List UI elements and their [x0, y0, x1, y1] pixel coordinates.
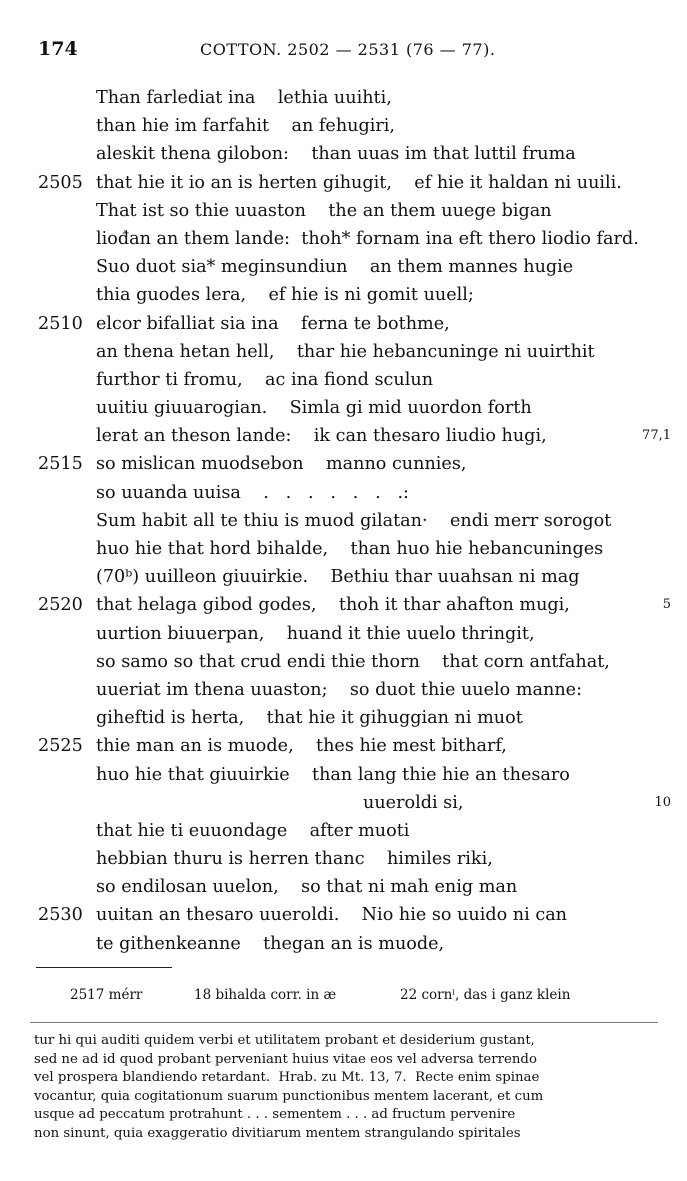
- verse-text-line: furthor ti fromu, ac ina fiond sculun: [96, 369, 434, 390]
- verse-line: [0, 901, 687, 929]
- verse-line: [0, 845, 687, 873]
- verse-line: [0, 422, 687, 450]
- verse-text-line: so mislican muodsebon manno cunnies,: [96, 454, 467, 475]
- verse-text-line: uueroldi si,: [363, 792, 464, 813]
- verse-text-line: that helaga gibod godes, thoh it thar ahafton mugi,: [96, 595, 570, 616]
- verse-text-line: than hie im farfahit an fehugiri,: [96, 116, 396, 137]
- verse-text-line: aleskit thena gilobon: than uuas im that luttil fruma: [96, 144, 576, 165]
- verse-line: [0, 197, 687, 225]
- latin-commentary: [34, 1032, 634, 1144]
- commentary-separator: [30, 1022, 658, 1023]
- verse-text-line: so samo so that crud endi thie thorn that corn antfahat,: [96, 651, 610, 672]
- verse-line: [0, 704, 687, 732]
- margin-reference: 10: [654, 794, 671, 810]
- verse-line: [0, 84, 687, 112]
- verse-line: [0, 338, 687, 366]
- commentary-line: vel prospera blandiendo retardant. Hrab. zu Mt. 13, 7. Recte enim spinae: [34, 1070, 540, 1086]
- verse-line: [0, 507, 687, 535]
- line-number: 2525: [38, 736, 83, 757]
- verse-text: [0, 84, 687, 958]
- verse-text-line: te githenkeanne thegan an is muode,: [96, 933, 445, 954]
- line-number: 2530: [38, 905, 83, 926]
- page-number: 174: [38, 38, 78, 60]
- verse-text-line: uueriat im thena uuaston; so duot thie uuelo manne:: [96, 679, 583, 700]
- verse-text-line: huo hie that hord bihalde, than huo hie hebancuninges: [96, 539, 604, 559]
- line-number: 2520: [38, 595, 83, 616]
- verse-line: [0, 169, 687, 197]
- verse-line: [0, 310, 687, 338]
- verse-line: [0, 817, 687, 845]
- footnote-rule: [36, 967, 172, 968]
- verse-text-line: hebbian thuru is herren thanc himiles riki,: [96, 849, 493, 870]
- verse-line: [0, 281, 687, 309]
- verse-line: [0, 873, 687, 901]
- verse-line: [0, 394, 687, 422]
- commentary-line: non sinunt, quia exaggeratio divitiarum mentem strangulando spiritales: [34, 1125, 521, 1141]
- verse-line: [0, 732, 687, 760]
- verse-text-line: so endilosan uuelon, so that ni mah enig man: [96, 877, 518, 898]
- verse-text-line: so uuanda uuisa . . . . . . .:: [96, 482, 409, 503]
- verse-text-line: That ist so thie uuaston the an them uuege bigan: [96, 200, 552, 221]
- verse-text-line: thie man an is muode, thes hie mest bitharf,: [96, 736, 507, 757]
- commentary-line: usque ad peccatum protrahunt . . . sementem . . . ad fructum pervenire: [34, 1107, 516, 1123]
- line-number: 2515: [38, 454, 83, 475]
- verse-text-line: Sum habit all te thiu is muod gilatan· endi merr sorogot: [96, 510, 612, 531]
- verse-line: [0, 789, 687, 817]
- verse-line: [0, 112, 687, 140]
- verse-text-line: uuitan an thesaro uueroldi. Nio hie so uuido ni can: [96, 905, 568, 926]
- verse-line: [0, 225, 687, 253]
- verse-line: [0, 648, 687, 676]
- verse-line: [0, 366, 687, 394]
- verse-line: [0, 761, 687, 789]
- verse-text-line: Than farlediat ina lethia uuihti,: [96, 88, 392, 108]
- verse-line: [0, 591, 687, 619]
- verse-text-line: uuitiu giuuarogian. Simla gi mid uuordon forth: [96, 398, 532, 419]
- verse-text-line: huo hie that giuuirkie than lang thie hie an thesaro: [96, 764, 570, 785]
- verse-text-line: an thena hetan hell, thar hie hebancuninge ni uuirthit: [96, 341, 595, 362]
- verse-text-line: (70ᵇ) uuilleon giuuirkie. Bethiu thar uuahsan ni mag: [96, 567, 580, 588]
- line-number: 2505: [38, 172, 83, 193]
- verse-text-line: Suo duot sia* meginsundiun an them mannes hugie: [96, 257, 574, 278]
- apparatus-note: 2517 mérr: [70, 987, 143, 1003]
- commentary-line: sed ne ad id quod probant perveniant huius vitae eos vel adversa terrendo: [34, 1051, 537, 1067]
- verse-text-line: uurtion biuuerpan, huand it thie uuelo thringit,: [96, 623, 535, 644]
- margin-reference: 77,1: [642, 428, 671, 444]
- verse-line: [0, 140, 687, 168]
- critical-apparatus: [70, 984, 687, 1006]
- commentary-line: tur hi qui auditi quidem verbi et utilitatem probant et desiderium gustant,: [34, 1033, 535, 1048]
- verse-text-line: that hie it io an is herten gihugit, ef hie it haldan ni uuili.: [96, 172, 622, 193]
- verse-line: [0, 253, 687, 281]
- verse-text-line: lerat an theson lande: ik can thesaro liudio hugi,: [96, 426, 547, 447]
- apparatus-note: 18 bihalda corr. in æ: [194, 987, 337, 1003]
- verse-line: [0, 563, 687, 591]
- verse-line: [0, 930, 687, 958]
- verse-line: [0, 479, 687, 507]
- margin-reference: 5: [662, 597, 671, 613]
- verse-line: [0, 676, 687, 704]
- running-head: COTTON. 2502 — 2531 (76 — 77).: [200, 40, 496, 59]
- commentary-line: vocantur, quia cogitationum suarum punctionibus mentem lacerant, et cum: [34, 1088, 544, 1104]
- verse-line: [0, 620, 687, 648]
- verse-text-line: liođan an them lande: thoh* fornam ina eft thero liodio fard.: [96, 228, 639, 249]
- verse-line: [0, 450, 687, 478]
- verse-text-line: thia guodes lera, ef hie is ni gomit uuell;: [96, 285, 474, 306]
- verse-text-line: elcor bifalliat sia ina ferna te bothme,: [96, 313, 450, 334]
- line-number: 2510: [38, 313, 83, 334]
- apparatus-note: 22 cornⁱ, das i ganz klein: [400, 987, 571, 1003]
- verse-text-line: giheftid is herta, that hie it gihuggian ni muot: [96, 708, 523, 729]
- verse-text-line: that hie ti euuondage after muoti: [96, 820, 410, 841]
- page-header: [0, 38, 687, 62]
- verse-line: [0, 535, 687, 563]
